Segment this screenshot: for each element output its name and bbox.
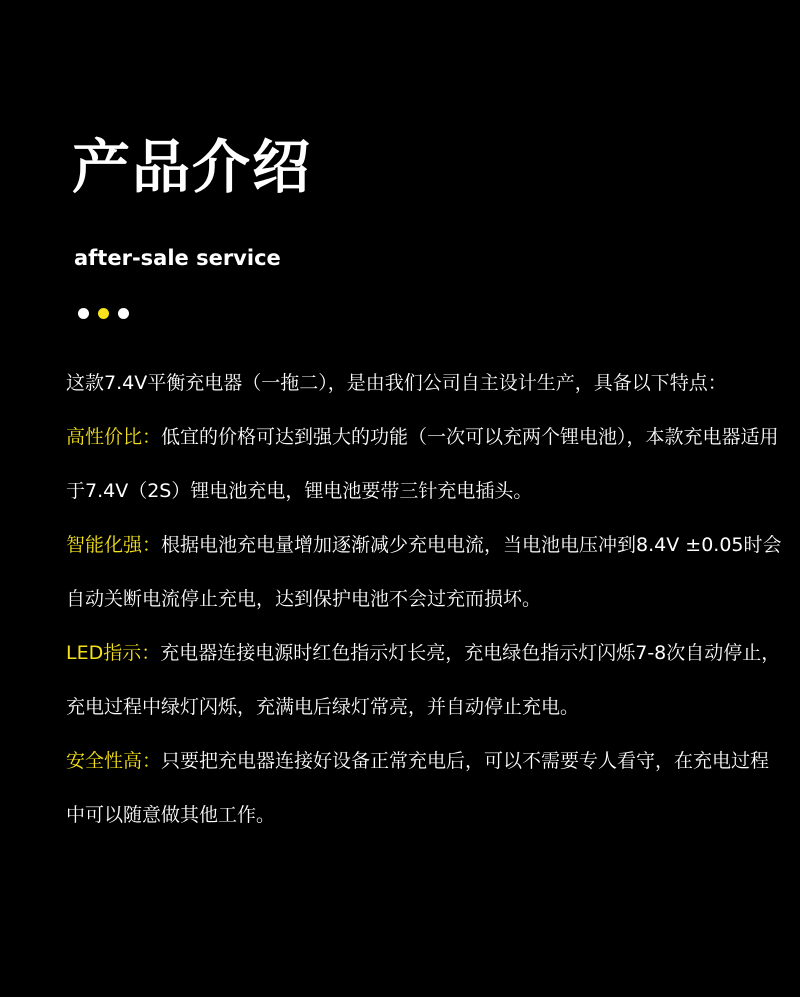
decorative-dots bbox=[78, 308, 129, 319]
feature-text: 根据电池充电量增加逐渐减少充电电流，当电池电压冲到8.4V ±0.05时会自动关断电流停止充电，达到保护电池不会过充而损坏。 bbox=[66, 534, 782, 610]
feature-paragraph-value bbox=[66, 410, 786, 518]
intro-paragraph: 这款7.4V平衡充电器（一拖二），是由我们公司自主设计生产，具备以下特点： bbox=[66, 372, 727, 394]
feature-text: 只要把充电器连接好设备正常充电后，可以不需要专人看守，在充电过程中可以随意做其他工作。 bbox=[66, 750, 770, 826]
feature-paragraph-smart bbox=[66, 518, 786, 626]
dot-icon-accent bbox=[98, 308, 109, 319]
feature-paragraph-safety bbox=[66, 734, 786, 842]
page-subtitle: after-sale service bbox=[74, 246, 281, 270]
page-title: 产品介绍 bbox=[72, 133, 313, 201]
feature-label: LED指示： bbox=[66, 642, 161, 664]
feature-text: 低宜的价格可达到强大的功能（一次可以充两个锂电池），本款充电器适用于7.4V（2S）锂电池充电，锂电池要带三针充电插头。 bbox=[66, 426, 779, 502]
feature-paragraph-led bbox=[66, 626, 786, 734]
dot-icon bbox=[118, 308, 129, 319]
feature-label: 智能化强： bbox=[66, 534, 162, 556]
feature-text: 充电器连接电源时红色指示灯长亮，充电绿色指示灯闪烁7-8次自动停止，充电过程中绿灯闪烁，充满电后绿灯常亮，并自动停止充电。 bbox=[66, 642, 781, 718]
product-description bbox=[66, 356, 786, 842]
dot-icon bbox=[78, 308, 89, 319]
feature-label: 安全性高： bbox=[66, 750, 162, 772]
feature-label: 高性价比： bbox=[66, 426, 162, 448]
